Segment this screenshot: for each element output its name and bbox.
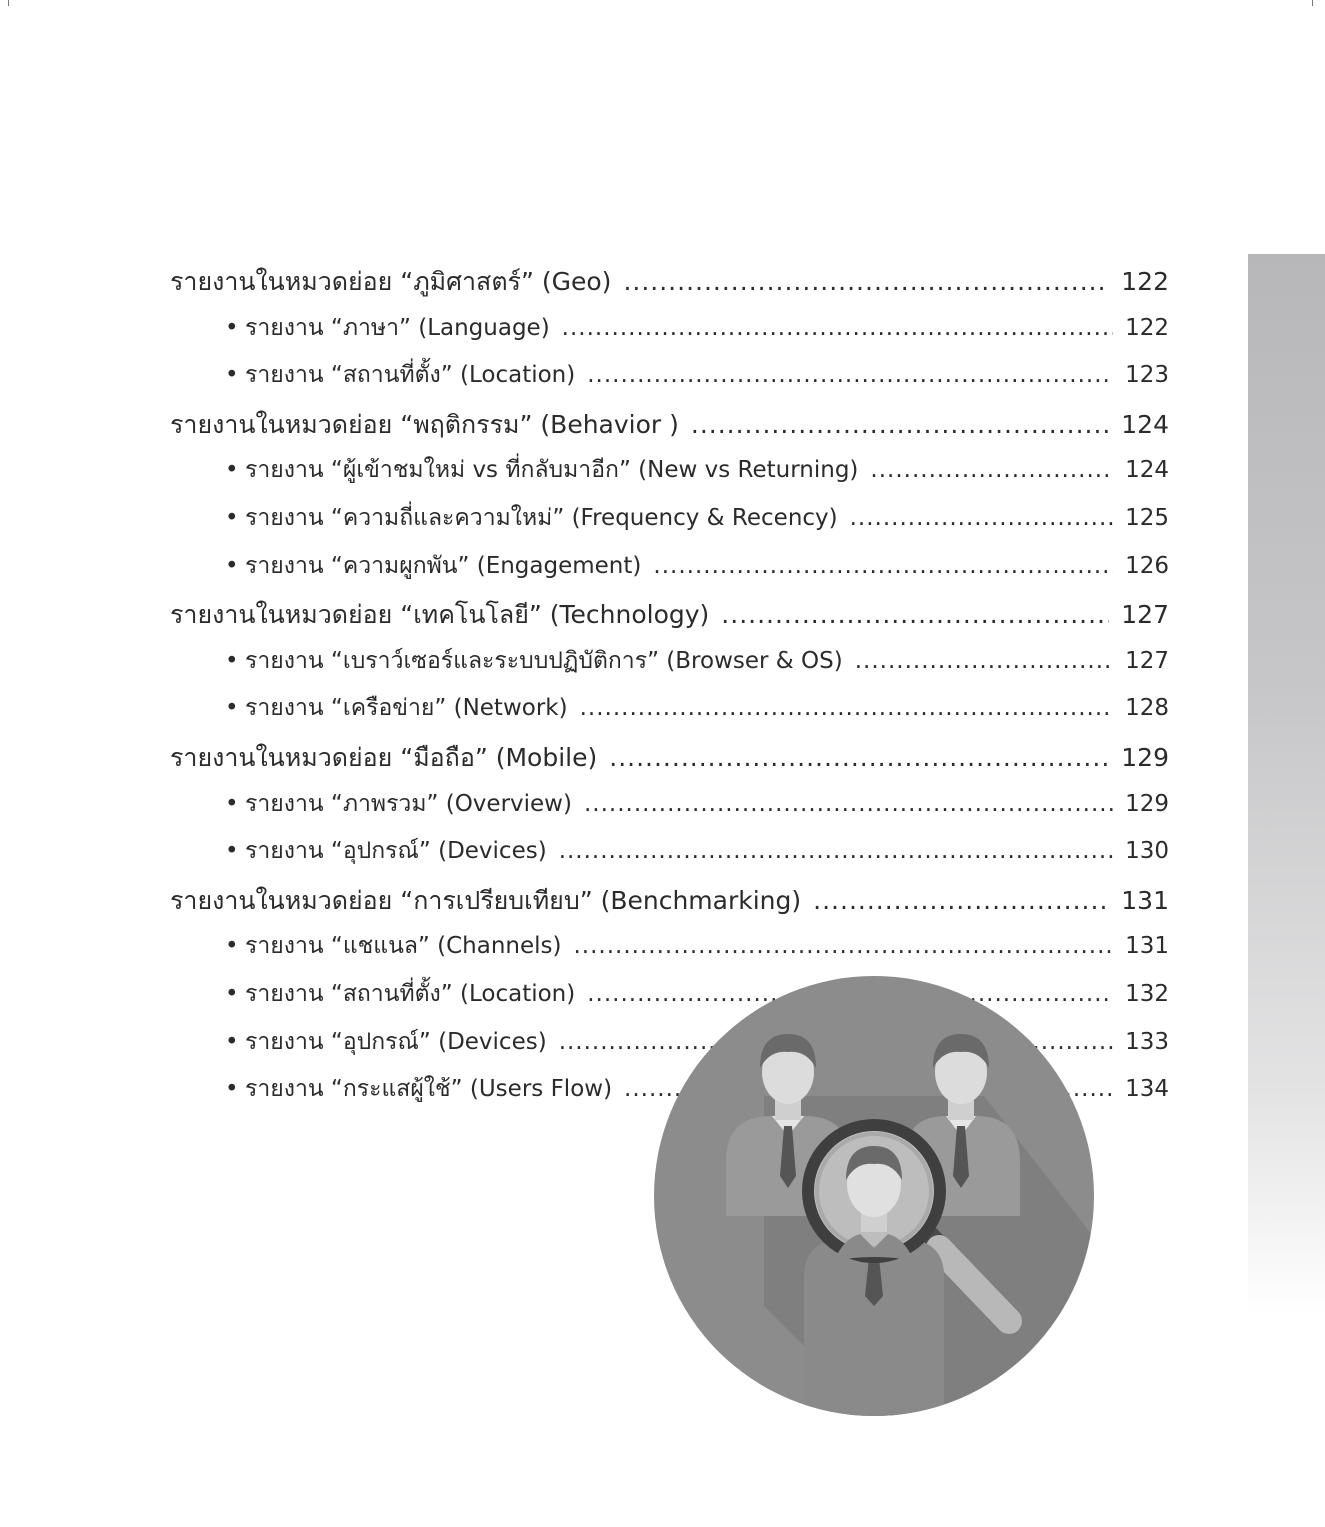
toc-entry-title: รายงานในหมวดย่อย “การเปรียบเทียบ” (Benchmarking) — [170, 885, 802, 915]
toc-entry-title: รายงานในหมวดย่อย “ภูมิศาสตร์” (Geo) — [170, 267, 612, 296]
dot-leader — [653, 553, 1113, 579]
bullet-point: • — [225, 647, 239, 674]
bullet-point: • — [225, 838, 239, 865]
toc-sub-entry — [225, 786, 1169, 822]
toc-entry-title: รายงาน “เครือข่าย” (Network) — [245, 695, 568, 722]
bullet-point: • — [225, 314, 239, 341]
toc-page-number: 124 — [1125, 457, 1169, 484]
bullet-point: • — [225, 1028, 239, 1055]
toc-page-number: 129 — [1125, 790, 1169, 817]
dot-leader — [623, 267, 1109, 296]
toc-section-entry — [170, 738, 1169, 778]
toc-section-entry — [170, 881, 1169, 921]
toc-entry-title: รายงาน “ภาพรวม” (Overview) — [245, 790, 572, 817]
toc-entry-title: รายงานในหมวดย่อย “พฤติกรรม” (Behavior ) — [170, 409, 679, 439]
toc-page-number: 131 — [1121, 885, 1169, 915]
toc-page-number: 129 — [1121, 743, 1169, 772]
toc-page-number: 132 — [1125, 981, 1169, 1007]
toc-page-number: 127 — [1121, 600, 1169, 630]
toc-sub-entry — [225, 833, 1169, 869]
toc-page-number: 128 — [1125, 695, 1169, 722]
dot-leader — [813, 886, 1109, 915]
toc-entry-title: รายงานในหมวดย่อย “มือถือ” (Mobile) — [170, 743, 598, 772]
bullet-point: • — [225, 1076, 239, 1103]
dot-leader — [574, 933, 1114, 959]
toc-page-number: 134 — [1125, 1076, 1169, 1103]
toc-section-entry — [170, 262, 1169, 302]
toc-page-number: 130 — [1125, 838, 1169, 865]
toc-entry-title: รายงาน “อุปกรณ์” (Devices) — [245, 1028, 547, 1055]
bullet-point: • — [225, 505, 239, 531]
toc-entry-title: รายงาน “ความถี่และความใหม่” (Frequency & Recency) — [245, 505, 838, 531]
users-magnifier-icon — [654, 976, 1094, 1416]
dot-leader — [562, 315, 1113, 341]
toc-page-number: 125 — [1125, 505, 1169, 531]
toc-entry-title: รายงาน “อุปกรณ์” (Devices) — [245, 838, 547, 865]
dot-leader — [580, 695, 1113, 721]
toc-entry-title: รายงาน “ผู้เข้าชมใหม่ vs ที่กลับมาอีก” (New vs Returning) — [245, 457, 859, 484]
dot-leader — [587, 362, 1113, 388]
bullet-point: • — [225, 552, 239, 579]
toc-sub-entry — [225, 357, 1169, 393]
dot-leader — [559, 838, 1113, 864]
toc-section-entry — [170, 405, 1169, 445]
bullet-point: • — [225, 362, 239, 389]
toc-page-number: 131 — [1125, 933, 1169, 960]
toc-sub-entry — [225, 452, 1169, 488]
toc-entry-title: รายงาน “เบราว์เซอร์และระบบปฏิบัติการ” (Browser & OS) — [245, 647, 843, 674]
dot-leader — [609, 743, 1109, 772]
dot-leader — [850, 505, 1113, 531]
toc-sub-entry — [225, 690, 1169, 726]
toc-page-number: 127 — [1125, 647, 1169, 674]
toc-page-number: 122 — [1125, 314, 1169, 341]
toc-entry-title: รายงาน “สถานที่ตั้ง” (Location) — [245, 362, 576, 389]
bullet-point: • — [225, 790, 239, 817]
bullet-point: • — [225, 933, 239, 960]
dot-leader — [870, 457, 1113, 483]
toc-entry-title: รายงานในหมวดย่อย “เทคโนโลยี” (Technology) — [170, 600, 710, 630]
dot-leader — [584, 791, 1113, 817]
toc-page-number: 123 — [1125, 362, 1169, 389]
toc-entry-title: รายงาน “สถานที่ตั้ง” (Location) — [245, 981, 576, 1007]
person-center — [804, 1238, 944, 1416]
toc-sub-entry — [225, 928, 1169, 964]
toc-page-number: 133 — [1125, 1028, 1169, 1055]
toc-page-number: 124 — [1121, 409, 1169, 439]
bullet-point: • — [225, 695, 239, 722]
toc-section-entry — [170, 595, 1169, 635]
toc-sub-entry — [225, 310, 1169, 346]
toc-sub-entry — [225, 500, 1169, 536]
dot-leader — [855, 648, 1113, 674]
dot-leader — [721, 600, 1109, 629]
toc-sub-entry — [225, 548, 1169, 584]
dot-leader — [691, 410, 1109, 439]
toc-entry-title: รายงาน “กระแสผู้ใช้” (Users Flow) — [245, 1076, 613, 1103]
bullet-point: • — [225, 457, 239, 484]
magnifier-lens — [808, 1125, 940, 1261]
toc-sub-entry — [225, 643, 1169, 679]
toc-entry-title: รายงาน “ภาษา” (Language) — [245, 314, 550, 341]
toc-page-number: 122 — [1121, 267, 1169, 296]
toc-entry-title: รายงาน “แชแนล” (Channels) — [245, 933, 562, 960]
bullet-point: • — [225, 981, 239, 1007]
toc-page-number: 126 — [1125, 552, 1169, 579]
toc-entry-title: รายงาน “ความผูกพัน” (Engagement) — [245, 552, 642, 579]
